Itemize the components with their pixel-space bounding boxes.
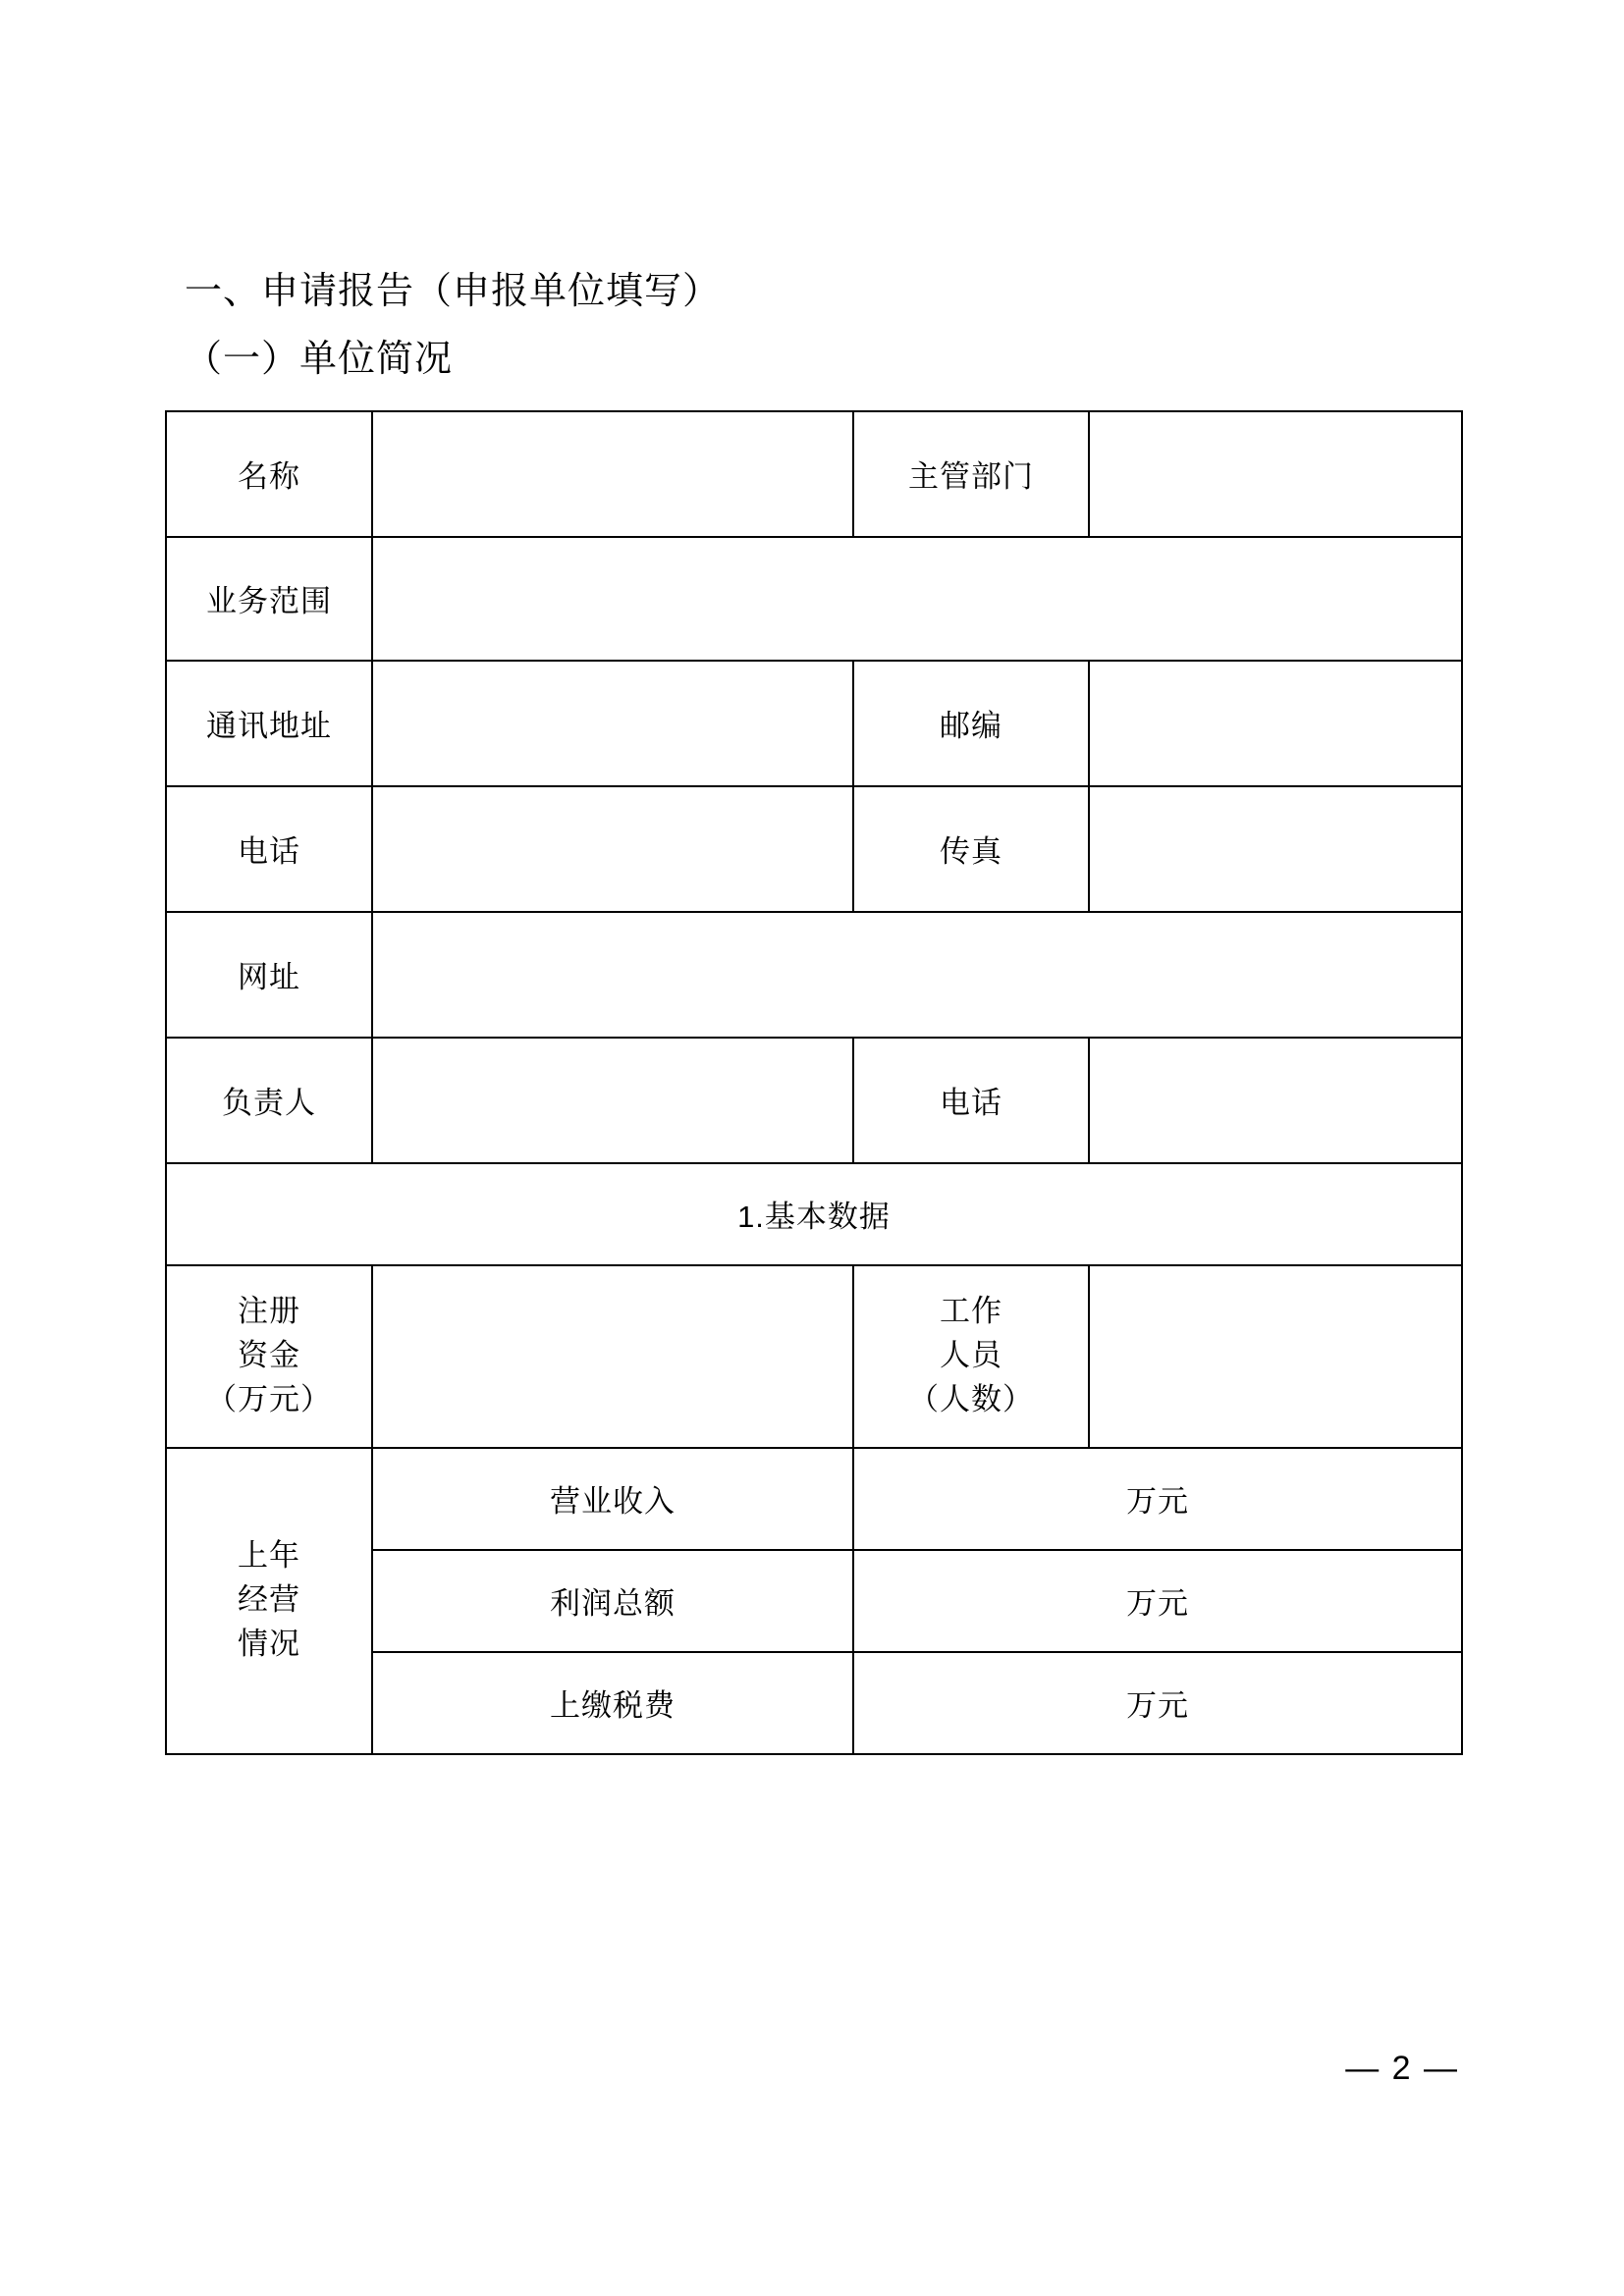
last-year-line2: 经营: [238, 1582, 300, 1618]
revenue-unit: 万元: [853, 1448, 1462, 1550]
table-row: [166, 537, 1462, 661]
last-year-operation-label: [166, 1448, 372, 1754]
phone-label: 电话: [166, 786, 372, 912]
revenue-label: 营业收入: [372, 1448, 853, 1550]
last-year-line1: 上年: [238, 1538, 300, 1574]
postcode-value[interactable]: [1089, 661, 1462, 786]
name-value[interactable]: [372, 411, 853, 537]
last-year-line3: 情况: [238, 1627, 300, 1662]
subsection-title: （一）单位简况: [185, 338, 454, 380]
website-value[interactable]: [372, 912, 1462, 1038]
staff-line1: 工作: [940, 1294, 1002, 1329]
staff-line2: 人员: [940, 1338, 1002, 1373]
fax-value[interactable]: [1089, 786, 1462, 912]
principal-value[interactable]: [372, 1038, 853, 1163]
section-title: 一、申请报告（申报单位填写）: [185, 271, 722, 312]
table-row: [166, 1038, 1462, 1163]
registered-capital-line1: 注册: [238, 1294, 300, 1329]
tax-label: 上缴税费: [372, 1652, 853, 1754]
website-label: 网址: [166, 912, 372, 1038]
staff-label: [853, 1265, 1089, 1448]
tax-unit: 万元: [853, 1652, 1462, 1754]
registered-capital-label: [166, 1265, 372, 1448]
page-number: — 2 —: [1345, 2050, 1459, 2087]
staff-value[interactable]: [1089, 1265, 1462, 1448]
table-row: [166, 411, 1462, 537]
registered-capital-value[interactable]: [372, 1265, 853, 1448]
registered-capital-line3: （万元）: [206, 1382, 332, 1417]
basic-data-label: 1.基本数据: [166, 1163, 1462, 1265]
authority-label: 主管部门: [853, 411, 1089, 537]
fax-label: 传真: [853, 786, 1089, 912]
business-scope-value[interactable]: [372, 537, 1462, 661]
unit-profile-table: [165, 410, 1463, 1755]
table-row: [166, 1265, 1462, 1448]
table-row: [166, 661, 1462, 786]
principal-phone-value[interactable]: [1089, 1038, 1462, 1163]
registered-capital-line2: 资金: [238, 1338, 300, 1373]
principal-label: 负责人: [166, 1038, 372, 1163]
phone-value[interactable]: [372, 786, 853, 912]
table-row: [166, 786, 1462, 912]
postcode-label: 邮编: [853, 661, 1089, 786]
table-row: [166, 912, 1462, 1038]
table-row: [166, 1448, 1462, 1550]
address-value[interactable]: [372, 661, 853, 786]
staff-line3: （人数）: [908, 1382, 1034, 1417]
profit-unit: 万元: [853, 1550, 1462, 1652]
name-label: 名称: [166, 411, 372, 537]
table-row: [166, 1163, 1462, 1265]
profit-label: 利润总额: [372, 1550, 853, 1652]
principal-phone-label: 电话: [853, 1038, 1089, 1163]
business-scope-label: 业务范围: [166, 537, 372, 661]
document-content: [165, 263, 1461, 1755]
address-label: 通讯地址: [166, 661, 372, 786]
authority-value[interactable]: [1089, 411, 1462, 537]
